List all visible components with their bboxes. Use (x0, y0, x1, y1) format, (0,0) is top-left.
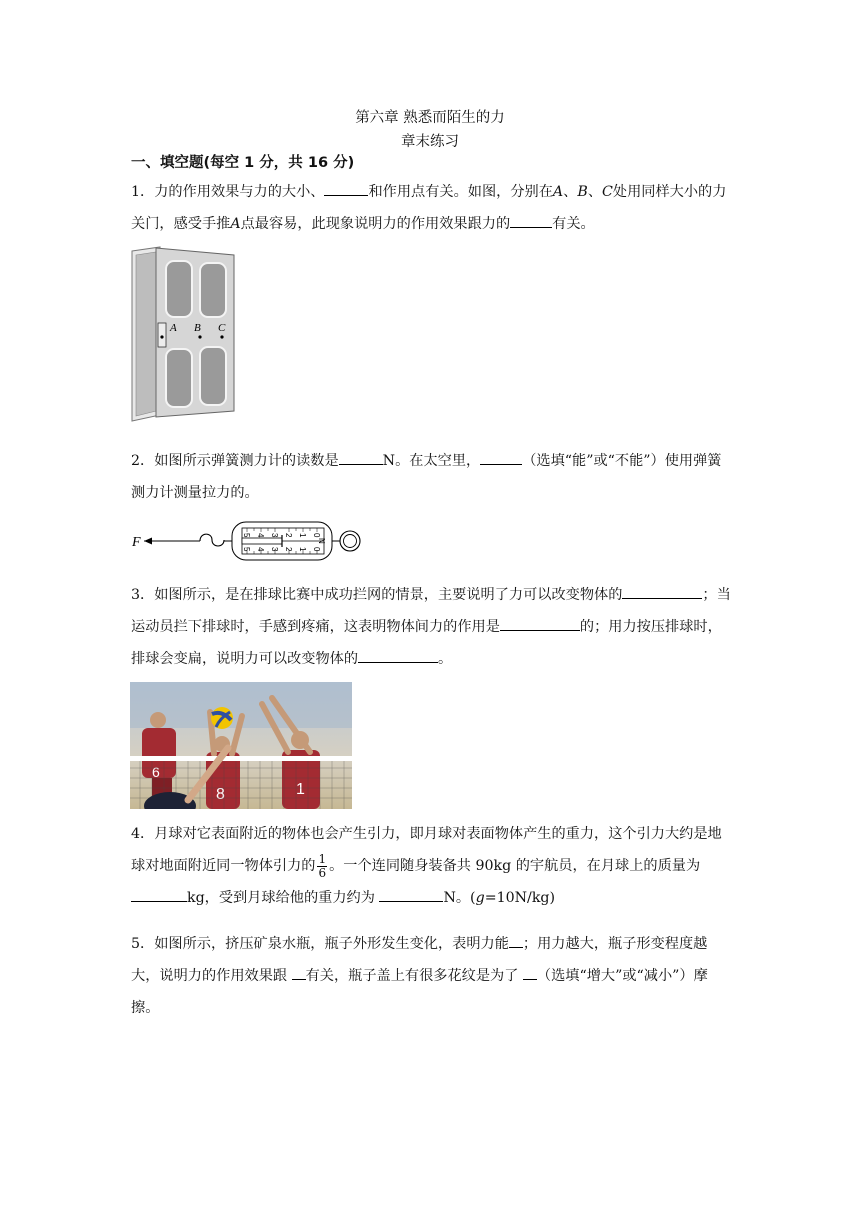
page-title: 第六章 熟悉而陌生的力 (355, 110, 505, 126)
svg-text:5: 5 (242, 547, 251, 552)
answer-blank (292, 964, 306, 980)
door-figure (130, 245, 238, 423)
question-5: 5．如图所示，挤压矿泉水瓶，瓶子外形发生变化，表明力能 ；用力越大，瓶子形变程度越大，说明力的作用效果跟 有关，瓶子盖上有很多花纹是为了 （选填“增大”或“减小”）摩擦。 (131, 928, 731, 1024)
label-a: A (170, 322, 177, 334)
svg-text:5: 5 (242, 533, 251, 538)
answer-blank (509, 932, 523, 948)
label-c: C (218, 322, 226, 334)
fraction-one-sixth: $\frac{1}{6}$ (318, 851, 327, 880)
answer-blank (379, 886, 443, 902)
svg-text:8: 8 (216, 786, 225, 803)
answer-blank (510, 212, 552, 228)
label-b: B (194, 322, 201, 334)
svg-text:4: 4 (256, 533, 265, 538)
question-4: 4．月球对它表面附近的物体也会产生引力，即月球对表面物体产生的重力，这个引力大约是地球对地面附近同一物体引力的 $\frac{1}{6}$ 。一个连同随身装备共 90kg 的宇航员，在月球上的质量为 kg，受到月球给他的重力约为 N。(g=10N/kg) (131, 826, 722, 906)
volleyball-photo (130, 682, 352, 809)
svg-text:0: 0 (312, 533, 321, 538)
question-2: 2．如图所示弹簧测力计的读数是 N。在太空里， （选填“能”或“不能”）使用弹簧测力计测量拉力的。 (131, 445, 731, 509)
svg-text:1: 1 (298, 547, 307, 552)
answer-blank (324, 180, 368, 196)
svg-text:4: 4 (256, 547, 265, 552)
svg-text:3: 3 (270, 533, 279, 538)
force-label: F (132, 535, 141, 550)
answer-blank (480, 449, 522, 465)
answer-blank (622, 583, 702, 599)
question-1: 1．力的作用效果与力的大小、 和作用点有关。如图，分别在A、B、C处用同样大小的力关门，感受手推A点最容易，此现象说明力的作用效果跟力的 有关。 (131, 176, 731, 240)
spring-scale-figure (130, 518, 366, 564)
answer-blank (131, 886, 187, 902)
svg-text:1: 1 (296, 781, 305, 798)
svg-text:3: 3 (270, 547, 279, 552)
svg-text:1: 1 (298, 533, 307, 538)
svg-text:N: N (317, 538, 326, 544)
answer-blank (339, 449, 383, 465)
answer-blank (358, 647, 438, 663)
answer-blank (523, 964, 537, 980)
svg-text:0: 0 (312, 547, 321, 552)
question-3: 3．如图所示，是在排球比赛中成功拦网的情景，主要说明了力可以改变物体的 ；当运动员拦下排球时，手感到疼痛，这表明物体间力的作用是 的；用力按压排球时，排球会变扁，说明力可以改变物体的 。 (131, 579, 731, 675)
svg-text:6: 6 (152, 764, 160, 780)
answer-blank (500, 615, 580, 631)
section-heading: 一、填空题(每空 1 分，共 16 分) (131, 155, 355, 171)
svg-text:2: 2 (284, 547, 293, 552)
svg-text:2: 2 (284, 533, 293, 538)
page-subtitle: 章末练习 (401, 134, 459, 150)
